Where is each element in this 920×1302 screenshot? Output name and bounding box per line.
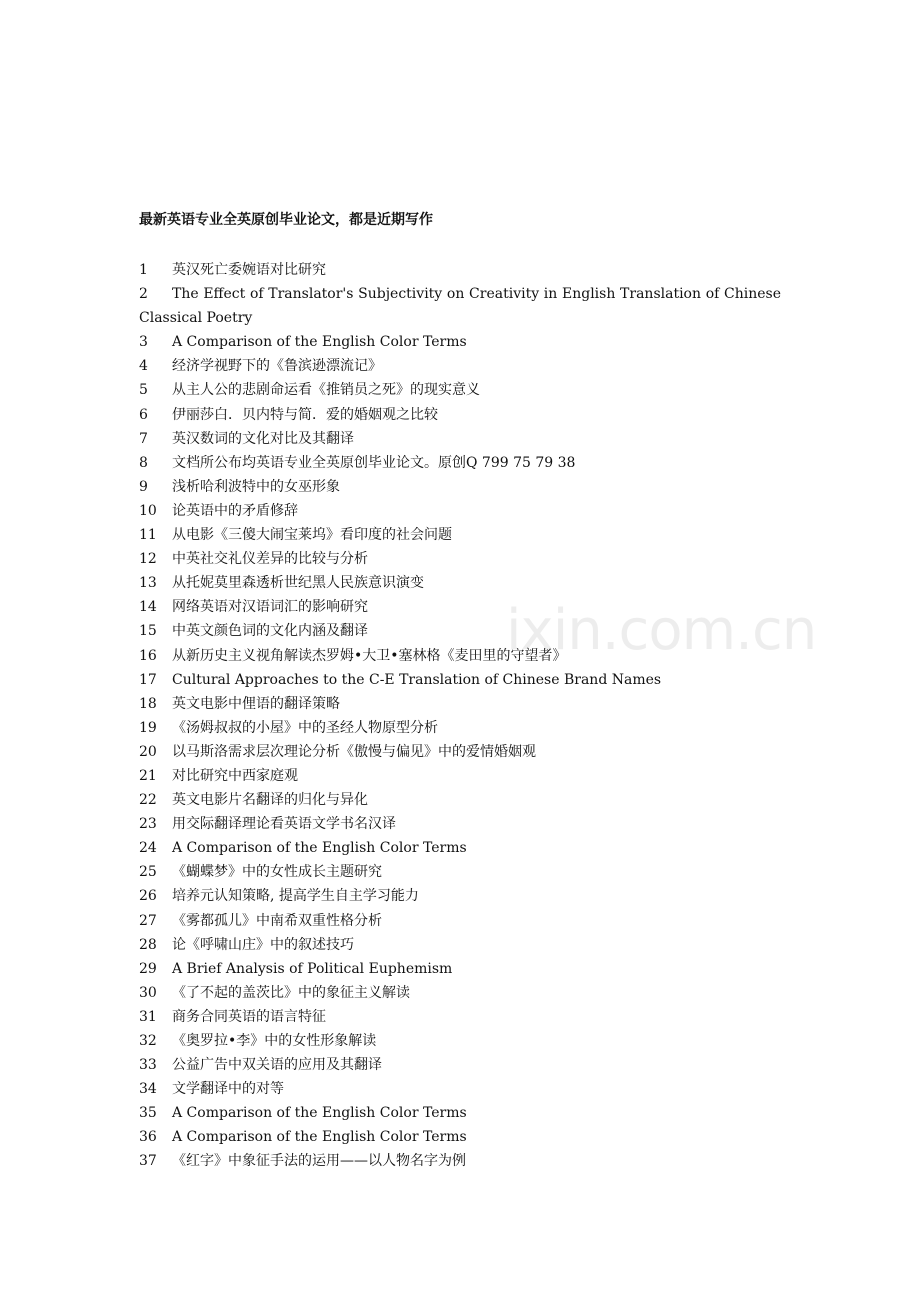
- item-number: 34: [139, 1081, 157, 1098]
- item-number: 37: [139, 1153, 157, 1170]
- item-title: 对比研究中西家庭观: [172, 767, 298, 784]
- item-title: 从主人公的悲剧命运看《推销员之死》的现实意义: [172, 382, 480, 399]
- item-number: 12: [139, 551, 157, 568]
- watermark-text: ixin.com.cn: [506, 598, 817, 663]
- item-title: The Effect of Translator's Subjectivity on Creativity in English Translation of Chinese Classical Poetry: [139, 286, 781, 327]
- item-number: 3: [139, 334, 148, 351]
- list-item: [139, 1053, 781, 1077]
- item-title: 网络英语对汉语词汇的影响研究: [172, 599, 368, 616]
- list-item: [139, 547, 781, 571]
- item-number: 7: [139, 430, 148, 447]
- item-title: 论英语中的矛盾修辞: [172, 502, 298, 519]
- list-item: [139, 692, 781, 716]
- item-title: 英文电影中俚语的翻译策略: [172, 695, 340, 712]
- list-item: [139, 740, 781, 764]
- list-item: [139, 619, 781, 643]
- item-number: 6: [139, 406, 148, 423]
- item-title: 论《呼啸山庄》中的叙述技巧: [172, 936, 354, 953]
- list-item: [139, 909, 781, 933]
- list-item: [139, 595, 781, 619]
- item-number: 25: [139, 864, 157, 881]
- list-item: [139, 1101, 781, 1125]
- item-title: 从电影《三傻大闹宝莱坞》看印度的社会问题: [172, 527, 452, 544]
- list-item: [139, 1125, 781, 1149]
- item-title: 商务合同英语的语言特征: [172, 1008, 326, 1025]
- item-number: 11: [139, 527, 157, 544]
- list-item: [139, 860, 781, 884]
- item-title: 文学翻译中的对等: [172, 1081, 284, 1098]
- item-number: 22: [139, 792, 157, 809]
- item-title: 英文电影片名翻译的归化与异化: [172, 792, 368, 809]
- item-title: A Comparison of the English Color Terms: [172, 1105, 467, 1122]
- list-item: [139, 836, 781, 860]
- item-number: 26: [139, 888, 157, 905]
- list-item: [139, 812, 781, 836]
- item-number: 30: [139, 984, 157, 1001]
- list-item: [139, 258, 781, 282]
- item-title: 培养元认知策略, 提高学生自主学习能力: [172, 888, 419, 905]
- thesis-list: [139, 258, 781, 1174]
- item-number: 8: [139, 454, 148, 471]
- list-item: [139, 668, 781, 692]
- item-number: 33: [139, 1057, 157, 1074]
- item-number: 2: [139, 286, 148, 303]
- document-heading: 最新英语专业全英原创毕业论文，都是近期写作: [139, 212, 433, 228]
- list-item: [139, 354, 781, 378]
- item-number: 27: [139, 912, 157, 929]
- item-title: A Brief Analysis of Political Euphemism: [172, 960, 453, 977]
- item-number: 13: [139, 575, 157, 592]
- item-number: 32: [139, 1033, 157, 1049]
- list-item: [139, 981, 781, 1005]
- list-item: [139, 571, 781, 595]
- list-item: [139, 499, 781, 523]
- list-item: [139, 644, 781, 668]
- list-item: [139, 764, 781, 788]
- list-item: [139, 884, 781, 908]
- item-number: 23: [139, 816, 157, 833]
- item-title: 文档所公布均英语专业全英原创毕业论文。原创Q 799 75 79 38: [172, 454, 576, 471]
- item-title: 用交际翻译理论看英语文学书名汉译: [172, 816, 396, 833]
- item-number: 24: [139, 840, 157, 857]
- item-title: 中英社交礼仪差异的比较与分析: [172, 551, 368, 568]
- list-item: [139, 403, 781, 427]
- item-title: 《红字》中象征手法的运用——以人物名字为例: [172, 1153, 466, 1170]
- list-item: [139, 523, 781, 547]
- item-number: 5: [139, 382, 148, 399]
- item-number: 16: [139, 647, 157, 664]
- item-number: 4: [139, 358, 148, 375]
- item-title: A Comparison of the English Color Terms: [172, 840, 467, 857]
- list-item: [139, 378, 781, 402]
- item-title: 公益广告中双关语的应用及其翻译: [172, 1057, 382, 1074]
- item-number: 29: [139, 960, 157, 977]
- item-title: 中英文颜色词的文化内涵及翻译: [172, 623, 368, 640]
- list-item: [139, 933, 781, 957]
- item-number: 36: [139, 1129, 157, 1146]
- item-number: 20: [139, 743, 157, 760]
- item-title: 《了不起的盖茨比》中的象征主义解读: [172, 984, 410, 1001]
- item-number: 9: [139, 478, 148, 495]
- item-title: 从新历史主义视角解读杰罗姆•大卫•塞林格《麦田里的守望者》: [172, 647, 567, 664]
- list-item: [139, 330, 781, 354]
- item-title: 从托妮莫里森透析世纪黑人民族意识演变: [172, 575, 424, 592]
- list-item: [139, 957, 781, 981]
- list-item: [139, 427, 781, 451]
- item-title: 《汤姆叔叔的小屋》中的圣经人物原型分析: [172, 719, 438, 736]
- item-title: 经济学视野下的《鲁滨逊漂流记》: [172, 358, 382, 375]
- item-number: 10: [139, 502, 157, 519]
- item-number: 31: [139, 1008, 157, 1025]
- item-number: 28: [139, 936, 157, 953]
- item-number: 15: [139, 623, 157, 640]
- list-item: [139, 451, 781, 475]
- item-title: A Comparison of the English Color Terms: [172, 1129, 467, 1146]
- item-title: 《雾都孤儿》中南希双重性格分析: [172, 912, 382, 929]
- list-item: [139, 788, 781, 812]
- item-title: 《奥罗拉•李》中的女性形象解读: [172, 1033, 377, 1049]
- item-number: 35: [139, 1105, 157, 1122]
- item-title: 以马斯洛需求层次理论分析《傲慢与偏见》中的爱情婚姻观: [172, 743, 536, 760]
- item-number: 18: [139, 695, 157, 712]
- list-item: [139, 1077, 781, 1101]
- item-number: 19: [139, 719, 157, 736]
- item-title: 伊丽莎白．贝内特与简．爱的婚姻观之比较: [172, 406, 438, 423]
- item-number: 14: [139, 599, 157, 616]
- list-item: [139, 1005, 781, 1029]
- item-title: 浅析哈利波特中的女巫形象: [172, 478, 340, 495]
- item-title: A Comparison of the English Color Terms: [172, 334, 467, 351]
- list-item: [139, 475, 781, 499]
- item-number: 1: [139, 262, 148, 278]
- list-item: [139, 716, 781, 740]
- item-title: 英汉数词的文化对比及其翻译: [172, 430, 354, 447]
- item-title: 英汉死亡委婉语对比研究: [172, 262, 326, 278]
- list-item: [139, 1149, 781, 1173]
- item-title: 《蝴蝶梦》中的女性成长主题研究: [172, 864, 382, 881]
- item-number: 17: [139, 671, 157, 688]
- list-item: [139, 1029, 781, 1053]
- item-title: Cultural Approaches to the C-E Translation of Chinese Brand Names: [172, 671, 662, 688]
- item-number: 21: [139, 767, 157, 784]
- list-item: [139, 282, 781, 330]
